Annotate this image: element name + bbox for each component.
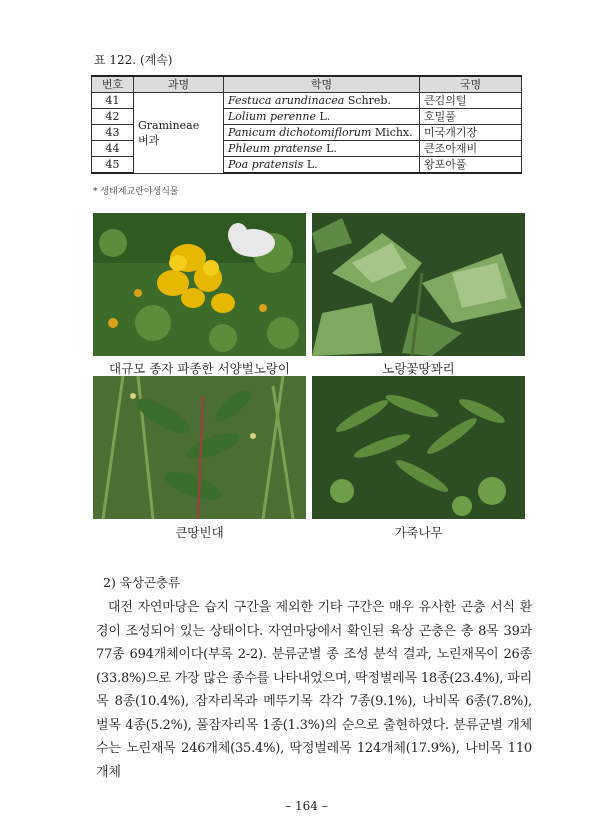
page-number: – 164 – bbox=[285, 799, 328, 813]
korean-name: 왕포아풀 bbox=[420, 157, 522, 174]
korean-name: 큰조아재비 bbox=[420, 141, 522, 157]
table-row bbox=[92, 93, 522, 109]
section-heading: 2) 육상곤충류 bbox=[103, 575, 181, 590]
row-number: 43 bbox=[92, 125, 134, 141]
family-cell bbox=[134, 93, 224, 174]
spurge-plant-photo bbox=[93, 376, 306, 519]
row-number: 44 bbox=[92, 141, 134, 157]
scientific-name: Poa pratensis L. bbox=[224, 157, 420, 174]
photo-caption: 대규모 종자 파종한 서양벌노랑이 bbox=[109, 361, 290, 376]
table-footnote: * 생태계교란야생식물 bbox=[93, 187, 179, 197]
photo-caption: 큰땅빈대 bbox=[175, 525, 224, 540]
korean-name: 호밀풀 bbox=[420, 109, 522, 125]
table-header-row bbox=[92, 76, 522, 93]
photo-caption: 가죽나무 bbox=[394, 525, 443, 540]
family-latin: Gramineae bbox=[138, 118, 200, 132]
header-korean-name: 국명 bbox=[420, 76, 522, 93]
body-paragraph: 대전 자연마당은 습지 구간을 제외한 기타 구간은 매우 유사한 곤충 서식 환경이 조성되어 있는 상태이다. 자연마당에서 확인된 육상 곤충은 총 8목 39과 77종 694개체이다(부록 2-2). 분류군별 종 조성 분석 결과, 노린재목이 26종(33.8%)으로 가장 많은 종수를 나타내었으며, 딱정벌레목 18종(23.4%), 파리목 8종(10.4%), 잠자리목과 메뚜기목 각각 7종(9.1%), 나비목 6종(7.8%), 벌목 4종(5.2%), 풀잠자리목 1종(1.3%)의 순으로 출현하였다. 분류군별 개체 수는 노린재목 246개체(35.4%), 딱정벌레목 124개체(17.9%), 나비목 110개체 bbox=[96, 600, 532, 780]
scientific-name: Festuca arundinacea Schreb. bbox=[224, 93, 420, 109]
header-number: 번호 bbox=[92, 76, 134, 93]
scientific-name: Phleum pratense L. bbox=[224, 141, 420, 157]
table-caption: 표 122. (계속) bbox=[94, 53, 173, 67]
header-scientific-name: 학명 bbox=[224, 76, 420, 93]
yellow-flower-photo bbox=[93, 213, 306, 356]
korean-name: 미국개기장 bbox=[420, 125, 522, 141]
photo-caption: 노랑꽃땅꽈리 bbox=[382, 361, 455, 376]
header-family: 과명 bbox=[134, 76, 224, 93]
leafy-plant-photo bbox=[312, 213, 525, 356]
tree-of-heaven-photo bbox=[312, 376, 525, 519]
row-number: 41 bbox=[92, 93, 134, 109]
korean-name: 큰김의털 bbox=[420, 93, 522, 109]
scientific-name: Panicum dichotomiflorum Michx. bbox=[224, 125, 420, 141]
row-number: 42 bbox=[92, 109, 134, 125]
row-number: 45 bbox=[92, 157, 134, 174]
family-korean: 벼과 bbox=[138, 133, 160, 147]
species-table bbox=[91, 75, 522, 174]
scientific-name: Lolium perenne L. bbox=[224, 109, 420, 125]
